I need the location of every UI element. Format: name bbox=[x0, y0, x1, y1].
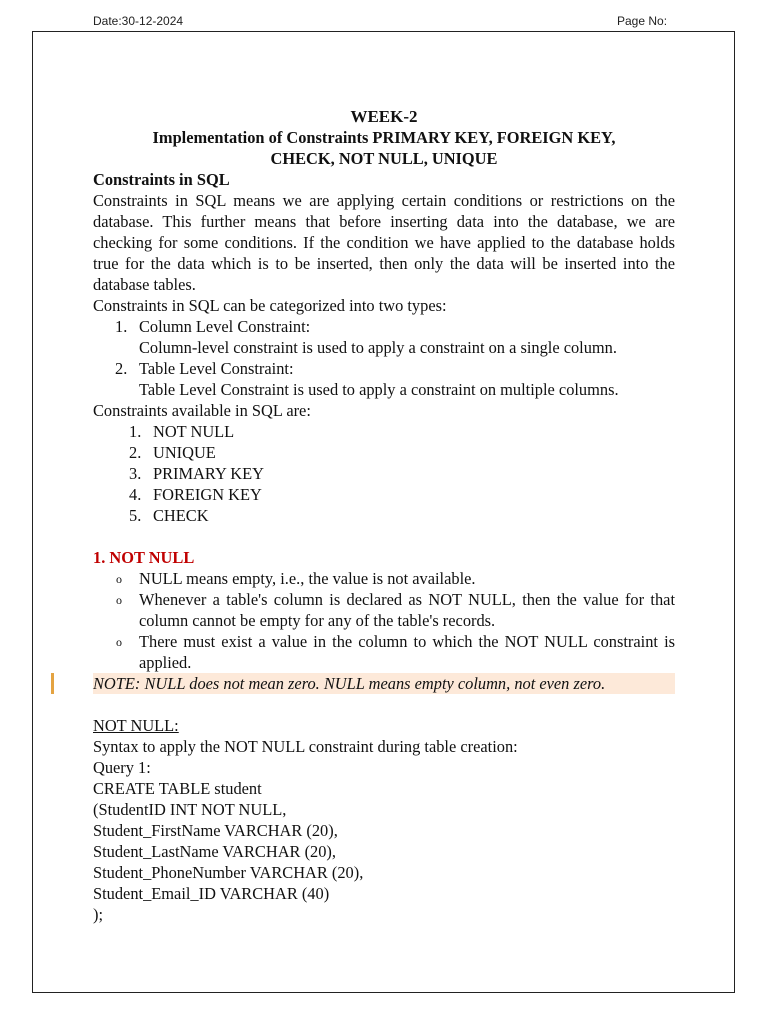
bullet-icon: o bbox=[116, 635, 122, 649]
constraint-label: CHECK bbox=[153, 506, 209, 525]
constraint-types-list bbox=[93, 316, 675, 400]
list-item bbox=[93, 442, 675, 463]
bullet-text: NULL means empty, i.e., the value is not available. bbox=[139, 569, 476, 588]
code-line: CREATE TABLE student bbox=[93, 779, 262, 798]
document-title-line-1: Implementation of Constraints PRIMARY KEY, FOREIGN KEY, bbox=[152, 128, 616, 147]
header-date: Date:30-12-2024 bbox=[93, 14, 184, 28]
note-text: NOTE: NULL does not mean zero. NULL means empty column, not even zero. bbox=[93, 674, 606, 693]
not-null-subheading: NOT NULL: bbox=[93, 716, 179, 735]
list-item bbox=[93, 463, 675, 484]
list-number: 1. bbox=[115, 317, 128, 336]
code-line: Student_PhoneNumber VARCHAR (20), bbox=[93, 863, 364, 882]
type-description: Table Level Constraint is used to apply a constraint on multiple columns. bbox=[139, 380, 619, 399]
note-marker-bar bbox=[51, 673, 54, 694]
code-line: Student_FirstName VARCHAR (20), bbox=[93, 821, 338, 840]
constraint-label: NOT NULL bbox=[153, 422, 235, 441]
spacer bbox=[93, 694, 675, 715]
document-body bbox=[93, 106, 675, 925]
list-number: 5. bbox=[129, 506, 142, 525]
page-header bbox=[0, 14, 768, 30]
list-item bbox=[93, 589, 675, 631]
list-number: 3. bbox=[129, 464, 142, 483]
document-title-line-2: CHECK, NOT NULL, UNIQUE bbox=[270, 149, 498, 168]
code-line: Student_Email_ID VARCHAR (40) bbox=[93, 884, 330, 903]
bullet-text: Whenever a table's column is declared as NOT NULL, then the value for that column cannot be empty for any of the table's records. bbox=[139, 590, 675, 630]
bullet-text: There must exist a value in the column to which the NOT NULL constraint is applied. bbox=[139, 632, 675, 672]
list-number: 4. bbox=[129, 485, 142, 504]
list-item bbox=[93, 358, 675, 400]
constraint-label: FOREIGN KEY bbox=[153, 485, 262, 504]
bullet-icon: o bbox=[116, 572, 122, 586]
spacer bbox=[93, 526, 675, 547]
syntax-text: Syntax to apply the NOT NULL constraint during table creation: bbox=[93, 737, 518, 756]
query-label: Query 1: bbox=[93, 758, 151, 777]
available-heading: Constraints available in SQL are: bbox=[93, 401, 311, 420]
list-item bbox=[93, 316, 675, 358]
note-callout bbox=[93, 673, 675, 694]
sql-code-block bbox=[93, 778, 675, 925]
constraints-heading: Constraints in SQL bbox=[93, 170, 230, 189]
header-page-number: Page No: bbox=[617, 14, 668, 28]
list-item bbox=[93, 568, 675, 589]
list-number: 2. bbox=[115, 359, 128, 378]
constraint-label: PRIMARY KEY bbox=[153, 464, 264, 483]
intro-paragraph: Constraints in SQL means we are applying certain conditions or restrictions on the database. This further means that before inserting data into the database, we are checking for some conditions. If the condition we have applied to the database holds true for the data which is to be inserted, then only the data will be inserted into the database tables. bbox=[93, 191, 675, 294]
list-number: 2. bbox=[129, 443, 142, 462]
categorized-text: Constraints in SQL can be categorized into two types: bbox=[93, 296, 447, 315]
list-item bbox=[93, 484, 675, 505]
list-item bbox=[93, 631, 675, 673]
week-title: WEEK-2 bbox=[350, 107, 418, 126]
code-line: (StudentID INT NOT NULL, bbox=[93, 800, 287, 819]
constraint-label: UNIQUE bbox=[153, 443, 216, 462]
not-null-bullets bbox=[93, 568, 675, 673]
bullet-icon: o bbox=[116, 593, 122, 607]
type-name: Table Level Constraint: bbox=[139, 359, 294, 378]
available-constraints-list bbox=[93, 421, 675, 526]
code-line: Student_LastName VARCHAR (20), bbox=[93, 842, 336, 861]
list-number: 1. bbox=[129, 422, 142, 441]
type-name: Column Level Constraint: bbox=[139, 317, 311, 336]
list-item bbox=[93, 421, 675, 442]
type-description: Column-level constraint is used to apply a constraint on a single column. bbox=[139, 338, 617, 357]
code-line: ); bbox=[93, 905, 104, 924]
not-null-heading: 1. NOT NULL bbox=[93, 548, 195, 567]
list-item bbox=[93, 505, 675, 526]
